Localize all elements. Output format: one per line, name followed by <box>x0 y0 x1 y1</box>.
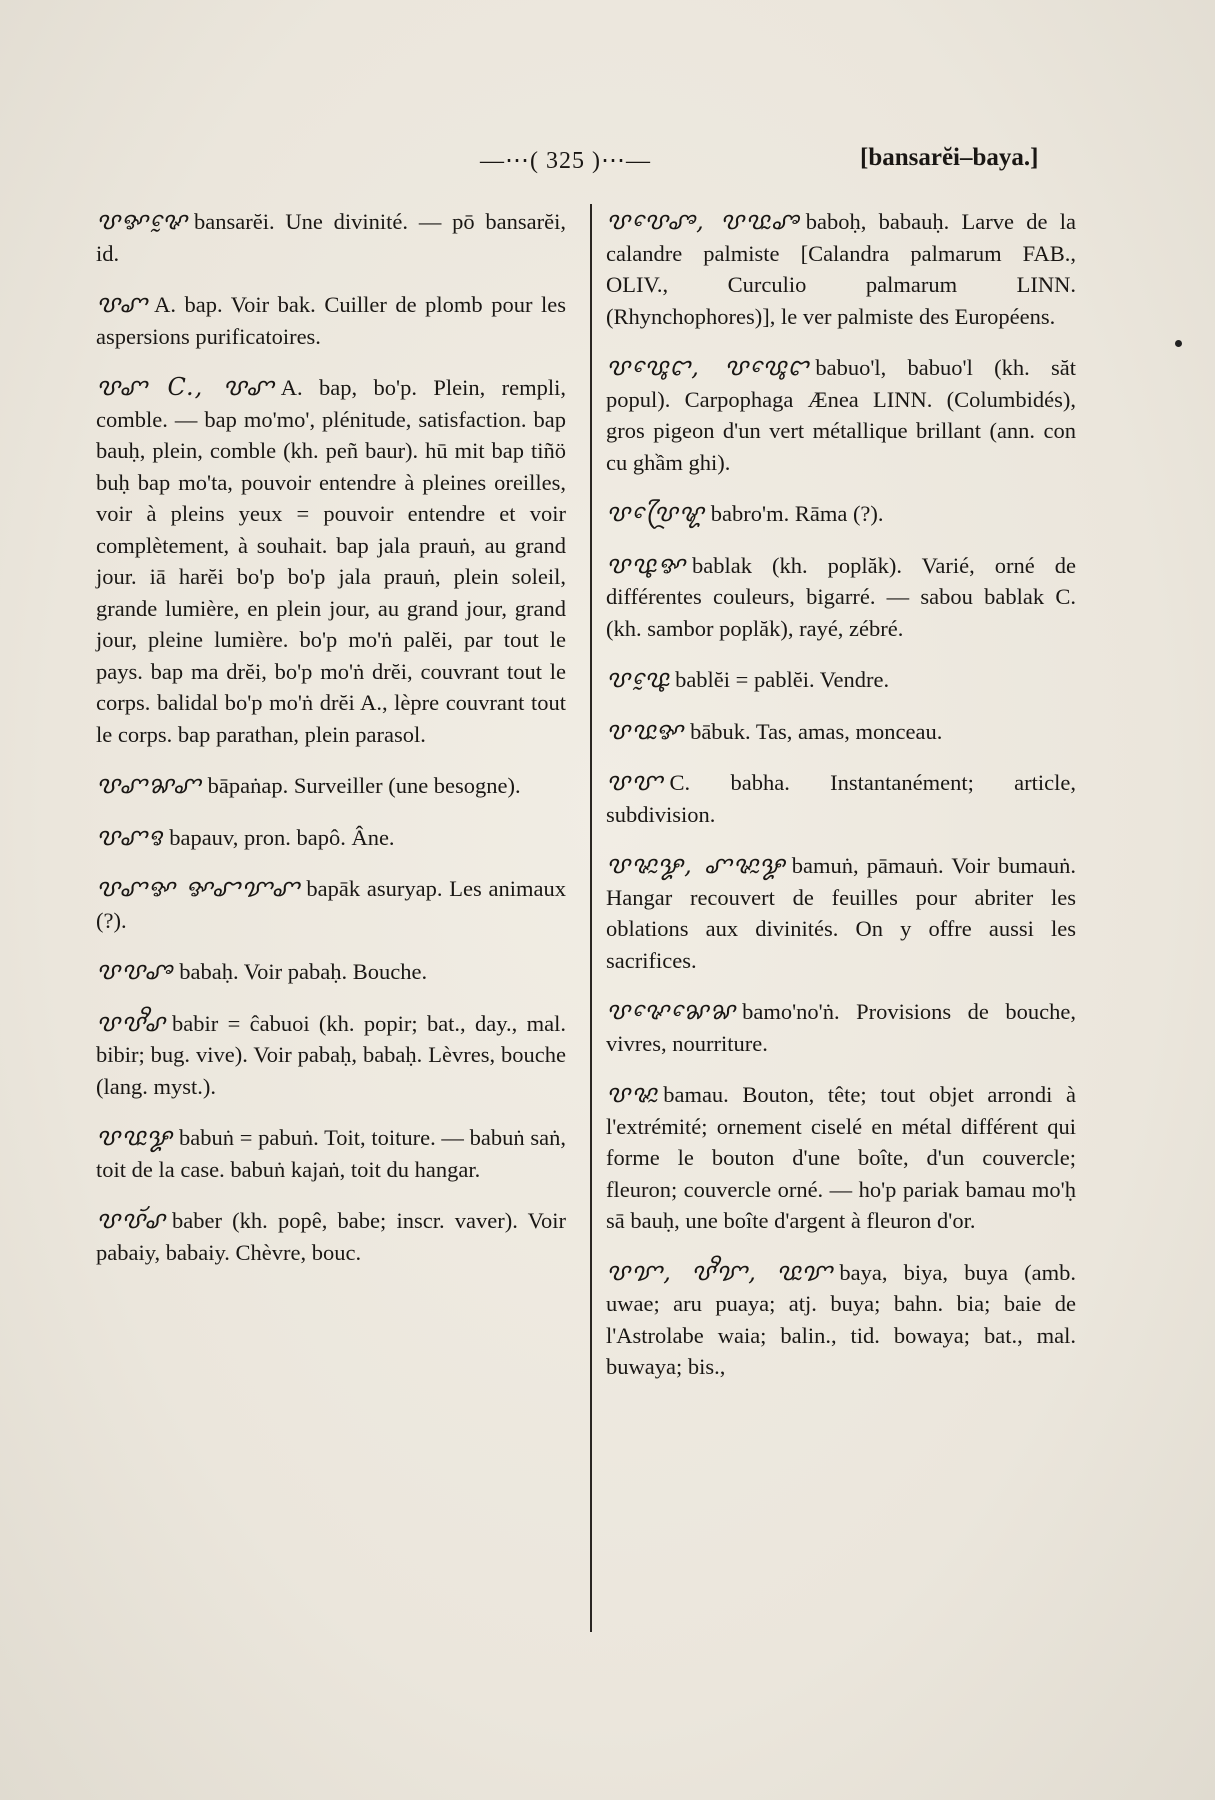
cham-script: ꨝꨟꨯꨗꨯꨗ <box>606 997 737 1025</box>
entry <box>606 550 1076 645</box>
cham-script: ꨝꨝꨶꨯꨤ, ꨝꨝꨶꨯꨤ <box>606 353 810 381</box>
cham-script: ꨝꨚꨗꨚ <box>96 771 202 799</box>
page-number: —⋯( 325 )⋯— <box>480 148 651 174</box>
cham-script: ꨝꨚꨅ <box>96 822 164 851</box>
entry-text: baya, biya, buya (amb. uwae; aru puaya; atj. buya; bahn. bia; baie de l'Astrolabe waia; balin., tid. bowaya; bat., mal. buwaya; bis., <box>606 1259 1076 1379</box>
left-column <box>96 206 566 1288</box>
entry-text: bāpaṅap. Surveiller (une besogne). <box>207 773 521 798</box>
cham-script: ꨝꨀꨟꨰ <box>96 207 189 235</box>
ink-spot <box>1175 340 1182 347</box>
entry <box>96 289 566 352</box>
entry-text: bapauv, pron. bapô. Âne. <box>169 824 395 850</box>
cham-script: ꨝꨝꨯꨨ, ꨝꨝꨭꨨ <box>606 207 800 235</box>
cham-script: ꨝꨝꨴꨯꨠ <box>606 499 705 527</box>
entry <box>606 664 1076 696</box>
entry <box>96 372 566 750</box>
cham-script: ꨝꨚ <box>96 290 149 318</box>
entry <box>96 770 566 802</box>
cham-script: ꨝꨝꨵꨰ <box>606 665 670 693</box>
column-divider <box>590 204 592 1632</box>
running-head: [bansarĕi–baya.] <box>860 144 1039 171</box>
entry-text: bamuṅ, pāmauṅ. Voir bumauṅ. Hangar recouvert de feuilles pour abriter les oblations aux divinités. On y offre aussi les sacrifices. <box>606 853 1077 973</box>
entry-text: babir = ĉabuoi (kh. popir; bat., day., mal. bibir; bug. vive). Voir pabaḥ, babaḥ. Lèvres, bouche (lang. myst.). <box>96 1010 566 1099</box>
entry-text: C. babha. Instantanément; article, subdivision. <box>606 770 1076 827</box>
entry-text: babuṅ = pabuṅ. Toit, toiture. — babuṅ saṅ, toit de la case. babuṅ kajaṅ, toit du hangar. <box>96 1125 566 1182</box>
entry <box>96 1008 566 1103</box>
cham-script: ꨝꨚ C., ꨝꨚ <box>96 373 275 401</box>
entry-text: bamau. Bouton, tête; tout objet arrondi à l'extrémité; ornement ciselé en métal différent qui forme le bouton d'une boîte, d'un couvercle; fleuron; couvercle orné. — ho'p pariak bamau mo'ḥ sā bauḥ, une boîte d'argent à fleuron d'or. <box>606 1082 1076 1233</box>
cham-script: ꨝꨟꨭ <box>606 1080 658 1108</box>
entry <box>606 352 1076 478</box>
entry <box>96 822 566 854</box>
entry <box>96 206 566 269</box>
entry <box>96 956 566 988</box>
cham-script: ꨝꨝꨮꨣ <box>96 1206 167 1234</box>
entry-text: baber (kh. popê, babe; inscr. vaver). Voir pabaiy, babaiy. Chèvre, bouc. <box>96 1208 566 1265</box>
entry <box>606 850 1076 976</box>
entry <box>606 498 1076 530</box>
entry <box>96 873 566 936</box>
entry <box>96 1122 566 1185</box>
cham-script: ꨝꨢ, ꨝꨪꨢ, ꨝꨭꨢ <box>606 1257 834 1286</box>
cham-script: ꨝꨝꨭꨋ <box>96 1123 174 1151</box>
entry-text: bablĕi = pablĕi. Vendre. <box>675 667 890 692</box>
entry <box>606 1257 1076 1383</box>
cham-script: ꨝꨚꨀ ꨀꨧꨢꨚ <box>96 874 301 902</box>
entry <box>606 767 1076 830</box>
entry-text: bablak (kh. poplăk). Varié, orné de différentes couleurs, bigarré. — sabou bablak C. (kh. sambor poplăk), rayé, zébré. <box>606 552 1076 641</box>
entry <box>606 716 1076 748</box>
entry-text: babro'm. Rāma (?). <box>710 501 884 526</box>
entry-text: A. bap. Voir bak. Cuiller de plomb pour les aspersions purificatoires. <box>96 292 566 349</box>
cham-script: ꨝꨝꨨ <box>96 957 174 985</box>
entry-text: bābuk. Tas, amas, monceau. <box>690 718 943 744</box>
entry-text: baboḥ, babauḥ. Larve de la calandre palmiste [Calandra palmarum FAB., OLIV., Curculio palmarum LINN. (Rhynchophores)], le ver palmiste des Européens. <box>606 209 1076 329</box>
cham-script: ꨝꨝꨵꨀ <box>606 550 686 579</box>
entry <box>606 996 1076 1059</box>
cham-script: ꨝꨞ <box>606 768 664 796</box>
cham-script: ꨝꨟꨭꨋ, ꨚꨟꨭꨋ <box>606 851 786 879</box>
entry <box>96 1205 566 1268</box>
entry-text: bapāk asuryap. Les animaux (?). <box>96 876 566 933</box>
entry-text: bansarĕi. Une divinité. — pō bansarĕi, id. <box>96 209 566 266</box>
entry-text: babuo'l, babuo'l (kh. săt popul). Carpophaga Ænea LINN. (Columbidés), gros pigeon d'un vert métallique brillant (ann. con cu ghầm ghi). <box>606 355 1076 475</box>
entry-text: A. bap, bo'p. Plein, rempli, comble. — bap mo'mo', plénitude, satisfaction. bap bauḥ, plein, comble (kh. peñ baur). hū mit bap tiñö buḥ bap mo'ta, pouvoir entendre à pleines oreilles, voir à pleins yeux = pouvoir entendre et voir complètement, à souhait. bap jala prauṅ, au grand jour. iā harĕi bo'p bo'p jala prauṅ, plein soleil, grande lumière, en plein jour, au grand jour, grand jour, pleine lumière. bo'p mo'ṅ palĕi, par tout le pays. bap ma drĕi, bo'p mo'ṅ drĕi, couvrant tout le corps. balidal bo'p mo'ṅ drĕi A., lèpre couvrant tout le corps. bap parathan, plein parasol. <box>96 375 566 747</box>
entry-text: bamo'no'ṅ. Provisions de bouche, vivres, nourriture. <box>606 999 1076 1056</box>
right-column <box>606 206 1076 1403</box>
cham-script: ꨝꨝꨭꨀ <box>606 716 685 745</box>
entry <box>606 206 1076 332</box>
cham-script: ꨝꨝꨪꨣ <box>96 1008 167 1037</box>
page-header <box>0 146 1215 186</box>
entry-text: babaḥ. Voir pabaḥ. Bouche. <box>179 959 428 984</box>
entry <box>606 1079 1076 1237</box>
